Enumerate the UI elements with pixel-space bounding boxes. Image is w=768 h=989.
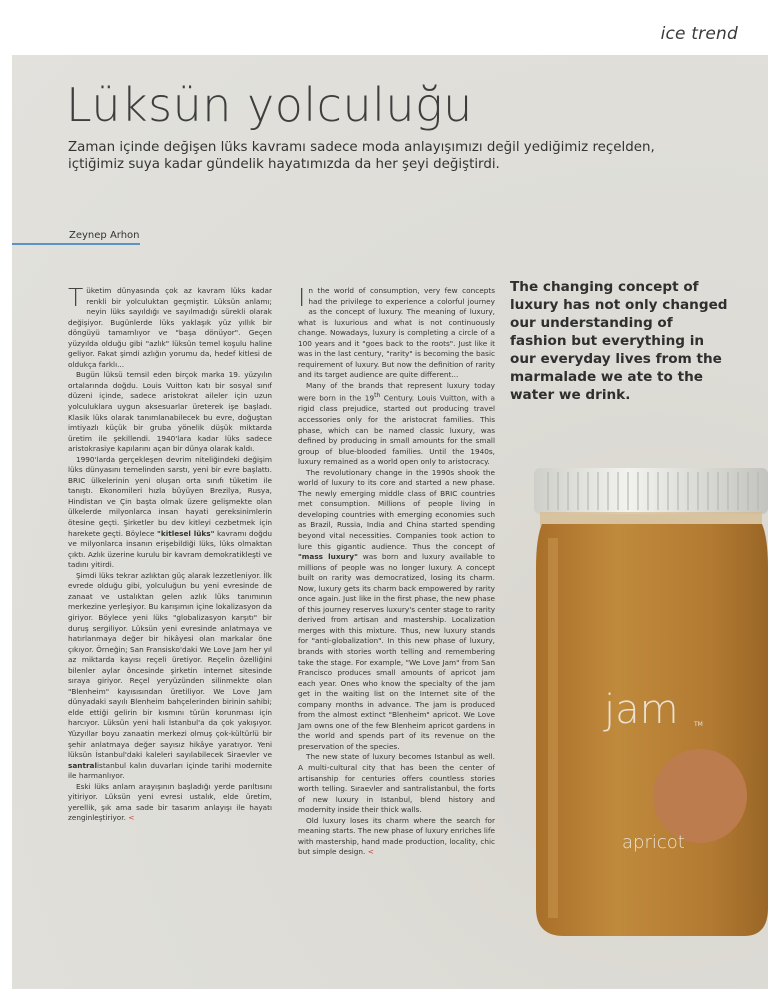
section-tag: ice trend — [660, 24, 738, 44]
paragraph — [68, 370, 272, 454]
emphasis-text: "kitlesel lüks" — [157, 528, 215, 538]
english-column — [298, 283, 496, 858]
paragraph-text: Bugün lüksü temsil eden birçok marka 19. yüzyılın ortalarında doğdu. Louis Vuitton katı bir sosyal sınıf düzeni içinde, sadece aristokrat aileler için uzun yolculuklara uygun aksesuarlar üreterek işe başladı. Klasik lüks olarak tanımlanabilecek bu evre, doğuştan imtiyazlı küçük bir gruba yönelik düşük miktarda üretim ile şekillendi. 1940'lara kadar lüks sadece aristokrasiye kapılarını açan bir dünya olarak kaldı. — [68, 370, 272, 454]
jar-lid — [534, 468, 768, 514]
paragraph-text: Many of the brands that represent luxury today were born in the 19 — [298, 380, 495, 403]
drop-cap: I — [298, 283, 306, 312]
end-mark: < — [367, 847, 374, 857]
paragraph-text: Century. Louis Vuitton, with a rigid class prejudice, started out producing travel accessories only for the aristocrat families. This phase, which can be named classic luxury, was defined by producing in small amounts for the small group of blue-blooded families. Until the 1940s, luxury remained as a world open only to aristocracy. — [298, 393, 495, 467]
label-circle — [653, 749, 747, 843]
lede: Zaman içinde değişen lüks kavramı sadece moda anlayışımızı değil yediğimiz reçelden, içtiğimiz suya kadar gündelik hayatımızda da her şeyi değiştirdi. — [68, 140, 655, 172]
drop-cap: T — [68, 283, 84, 312]
paragraph-text: Eski lüks anlam arayışının başladığı yerde parıltısını yitiriyor. Lüksün yeni evresi ustalık, elde üretim, yerellik, şık ama sade bir tasarım anlayışı ile hayatı zenginleştiriyor. — [68, 781, 272, 823]
paragraph — [68, 571, 272, 782]
headline: Lüksün yolculuğu — [66, 78, 473, 132]
paragraph-text: üketim dünyasında çok az kavram lüks kadar renkli bir yolculuktan geçmiştir. Lüksün anlamı; neyin lüks sayıldığı ve sayılmadığı sürekli olarak değişiyor. Bugünlerde lüks yaklaşık yüz yıllık bir döngüyü tamamlıyor ve "başa dönüyor". Geçen yüzyılda olduğu gibi "azlık" lüksün temel koşulu haline geliyor. Fakat şimdi azlığın yorumu da, hedef kitlesi de oldukça farklı... — [68, 286, 272, 369]
page-header — [0, 0, 768, 55]
paragraph-text: The revolutionary change in the 1990s shook the world of luxury to its core and started a new phase. The newly emerging middle class of BRIC countries met consumption. Millions of people living in developing countries with emerging economies such as Brazil, Russia, India and China started spending beyond vital necessities. Companies took action to lure this gigantic audience. Thus the concept of — [298, 467, 495, 551]
paragraph — [298, 381, 495, 468]
turkish-column — [68, 283, 272, 824]
pull-quote: The changing concept of luxury has not only changed our understanding of fashion but everything in our everyday lives from the marmalade we ate to the water we drink. — [510, 279, 728, 403]
paragraph — [68, 283, 272, 370]
end-mark: < — [128, 813, 135, 823]
paragraph — [298, 468, 495, 753]
paragraph-text: was born and luxury available to millions of people was no longer luxury. A concept built on rarity was democratized, losing its charm. Now, luxury gets its charm back empowered by rarity once again. Just like in the first phase, the new phase of this journey reserves luxury's center stage to rarity derived from artisan and mastership. Localization merges with this mixture. Thus, new luxury stands for "anti-globalization". In this new phase of luxury, brands with stories worth telling and remembering take the stage. For example, "We Love Jam" from San Francisco produces small amounts of apricot jam each year. Ones who know the specialty of the jam get in the waiting list on the Internet site of the company months in advance. The jam is produced from the almost extinct "Blenheim" apricot. We Love Jam owns one of the few Blenheim apricot gardens in the world and spends part of its revenue on the preservation of the species. — [298, 552, 496, 751]
paragraph — [298, 283, 495, 381]
byline: Zeynep Arhon — [69, 230, 140, 241]
paragraph — [68, 455, 272, 571]
jar-trademark: TM — [694, 721, 703, 728]
paragraph-text: 1990'larda gerçekleşen devrim niteliğindeki değişim lüks dünyasını temelinden sarstı, yeni bir evre başlattı. BRIC ülkelerinin yeni oluşan orta sınıfı tüketim ile tanıştı. Ekonomileri hızla büyüyen Brezilya, Rusya, Hindistan ve Çin başta olmak üzere gelişmekte olan ülkelerde milyonlarca insan hayati gereksinimlerin ötesine geçti. Şirketler bu dev kitleyi cezbetmek için harekete geçti. Böylece — [68, 454, 272, 538]
byline-rule — [12, 243, 140, 245]
superscript: th — [374, 392, 381, 400]
emphasis-text: "mass luxury" — [298, 552, 358, 562]
paragraph-text: kavramı doğdu ve milyonlarca insanın erişebildiği lüks, lüks olmaktan çıktı. Azlık üzerine kurulu bir kavram demokratikleşti ve tadını yitirdi. — [68, 528, 272, 570]
paragraph-text: istanbul kalın duvarları içinde tarihi modernite ile harmanlıyor. — [68, 760, 272, 781]
paragraph — [298, 752, 495, 815]
jar-flavor: apricot — [622, 832, 685, 853]
paragraph — [68, 782, 272, 824]
paragraph — [298, 816, 495, 858]
paragraph-text: Old luxury loses its charm where the search for meaning starts. The new phase of luxury enriches life with mastership, hand made production, locality, chic but simple design. — [298, 815, 495, 857]
paragraph-text: n the world of consumption, very few concepts had the privilege to experience a colorful journey as the concept of luxury. The meaning of luxury, what is luxurious and what is not continuously change. Nowadays, luxury is completing a circle of a 100 years and it "goes back to the roots". Just like it was in the last century, "rarity" is becoming the basic requirement of luxury. But now the definition of rarity and its target audience are quite different... — [298, 286, 495, 380]
jam-jar-photo — [534, 468, 768, 938]
jar-brand: jam — [604, 687, 679, 733]
paragraph-text: Şimdi lüks tekrar azlıktan güç alarak lezzetleniyor. İlk evrede olduğu gibi, yolculuğun bu yeni evresinde de zanaat ve ustalıktan gelen azlık lüks tanımının merkezine yerleşiyor. Bu karışımın içine lokalizasyon da giriyor. Böylece yeni lüks "globalizasyon karşıtı" bir duruş sergiliyor. Lüksün yeni evresinde anlatmaya ve hatırlanmaya değer bir hikâyesi olan markalar öne çıkıyor. Örneğin; San Fransisko'daki We Love Jam her yıl az miktarda kayısı reçeli üretiyor. Reçelin özelliğini bilenler aylar öncesinde şirketin internet sitesinde sıraya giriyor. Reçel yeryüzünden silinmekte olan "Blenheim" kayısısından üretiliyor. We Love Jam dünyadaki sayılı Blenheim bahçelerinden birinin sahibi; elde ettiği gelirin bir kısmını türün korunması için harcıyor. Lüksün yeni hali İstanbul'a da çok yakışıyor. Yüzyıllar boyu zanaatin merkezi olmuş çok-kültürlü bir şehir anlatmaya değer sayısız hikâye yaratıyor. Yeni lüksün İstanbul'daki kaleleri sayılabilecek Siraevler ve — [68, 570, 272, 760]
emphasis-text: santral — [68, 760, 97, 770]
paragraph-text: The new state of luxury becomes Istanbul as well. A multi-cultural city that has been the center of artisanship for centuries offers countless stories worth telling. Sıraevler and santralistanbul, the forts of new luxury in Istanbul, blend history and modernity inside their thick walls. — [298, 752, 495, 815]
